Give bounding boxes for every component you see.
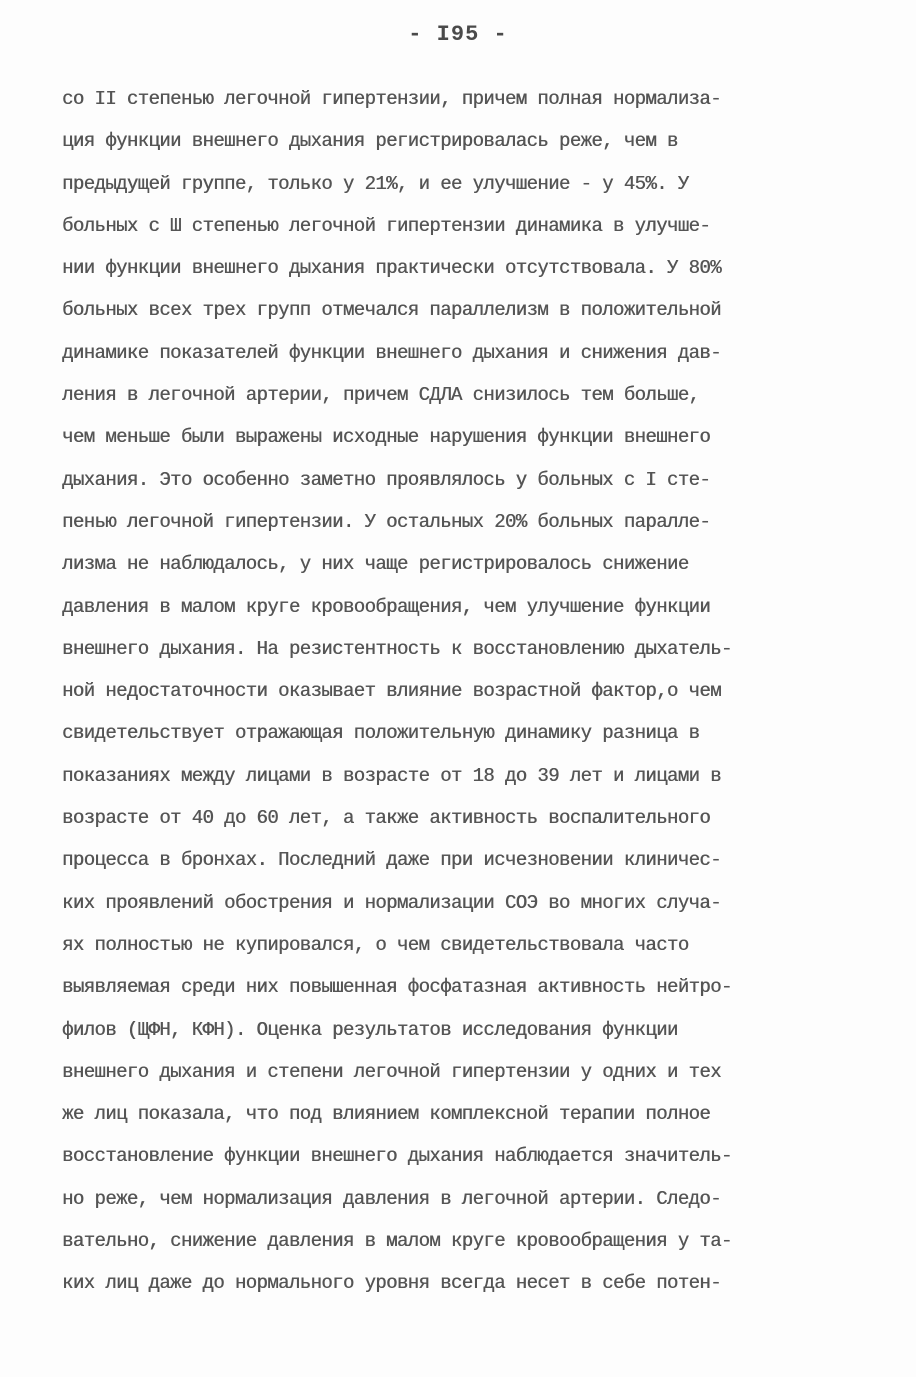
text-line: дыхания. Это особенно заметно проявлялось у больных с I сте- xyxy=(62,468,711,491)
text-line: ях полностью не купировался, о чем свидетельствовала часто xyxy=(62,933,689,956)
text-line: ной недостаточности оказывает влияние возрастной фактор,о чем xyxy=(62,680,721,703)
page-number: - I95 - xyxy=(408,22,508,47)
text-line: ция функции внешнего дыхания регистрировалась реже, чем в xyxy=(62,130,678,153)
text-line: выявляемая среди них повышенная фосфатазная активность нейтро- xyxy=(62,976,732,999)
text-line: восстановление функции внешнего дыхания наблюдается значитель- xyxy=(62,1145,732,1168)
text-line: лизма не наблюдалось, у них чаще регистрировалось снижение xyxy=(62,553,689,576)
text-line: больных всех трех групп отмечался параллелизм в положительной xyxy=(62,299,721,322)
text-line: возрасте от 40 до 60 лет, а также активность воспалительного xyxy=(62,807,711,830)
text-line: ких лиц даже до нормального уровня всегда несет в себе потен- xyxy=(62,1272,721,1295)
text-line: динамике показателей функции внешнего дыхания и снижения дав- xyxy=(62,341,721,364)
body-paragraph xyxy=(62,78,862,1305)
text-line: предыдущей группе, только у 21%, и ее улучшение - у 45%. У xyxy=(62,172,689,195)
text-line: ления в легочной артерии, причем СДЛА снизилось тем больше, xyxy=(62,384,700,407)
text-line: процесса в бронхах. Последний даже при исчезновении клиничес- xyxy=(62,849,721,872)
text-line: больных с Ш степенью легочной гипертензии динамика в улучше- xyxy=(62,214,711,237)
text-line: вательно, снижение давления в малом круге кровообращения у та- xyxy=(62,1230,732,1253)
text-line: со II степенью легочной гипертензии, причем полная нормализа- xyxy=(62,88,721,110)
text-line: чем меньше были выражены исходные нарушения функции внешнего xyxy=(62,426,711,449)
text-line: давления в малом круге кровообращения, чем улучшение функции xyxy=(62,595,711,618)
text-line: ких проявлений обострения и нормализации СОЭ во многих случа- xyxy=(62,891,721,914)
text-line: же лиц показала, что под влиянием комплексной терапии полное xyxy=(62,1103,711,1126)
text-line: филов (ЩФН, КФН). Оценка результатов исследования функции xyxy=(62,1018,678,1041)
text-line: но реже, чем нормализация давления в легочной артерии. Следо- xyxy=(62,1187,721,1210)
text-line: внешнего дыхания. На резистентность к восстановлению дыхатель- xyxy=(62,637,732,660)
text-line: пенью легочной гипертензии. У остальных 20% больных паралле- xyxy=(62,510,711,533)
text-line: свидетельствует отражающая положительную динамику разница в xyxy=(62,722,700,745)
text-line: показаниях между лицами в возрасте от 18 до 39 лет и лицами в xyxy=(62,764,721,787)
text-line: нии функции внешнего дыхания практически отсутствовала. У 80% xyxy=(62,257,721,280)
text-line: внешнего дыхания и степени легочной гипертензии у одних и тех xyxy=(62,1060,721,1083)
